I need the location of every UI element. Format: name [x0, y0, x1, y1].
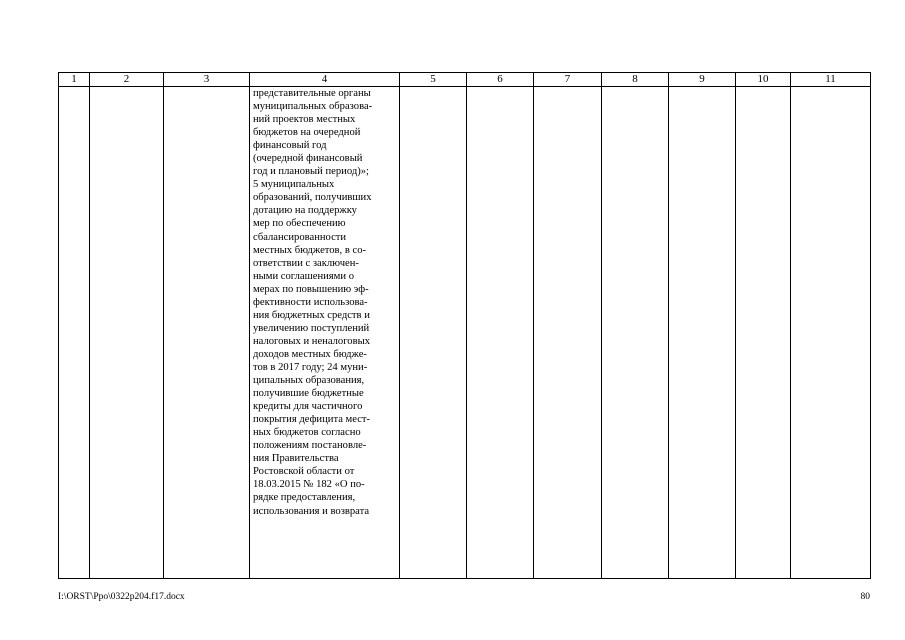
table-cell-col8: [602, 87, 669, 579]
column4-text-line: (очередной финансовый: [253, 153, 363, 165]
column4-text-line: Ростовской области от: [253, 466, 355, 478]
table-cell-col4: [250, 87, 400, 579]
table-header-row: [59, 73, 871, 87]
column4-text-line: ных бюджетов согласно: [253, 427, 361, 439]
column4-text-line: рядке предоставления,: [253, 492, 356, 504]
column4-text-line: муниципальных образова-: [253, 101, 373, 113]
column4-text-line: бюджетов на очередной: [253, 127, 361, 139]
column4-text-line: 18.03.2015 № 182 «О по-: [253, 479, 365, 491]
column4-text-line: ния бюджетных средств и: [253, 309, 370, 321]
column-header-3: 3: [164, 73, 250, 87]
column4-text-line: кредиты для частичного: [253, 401, 363, 413]
column-header-6: 6: [467, 73, 534, 87]
column4-text-line: использования и возврата: [253, 505, 370, 517]
column4-text-line: образований, получивших: [253, 192, 372, 204]
column-header-2: 2: [90, 73, 164, 87]
column-header-8: 8: [602, 73, 669, 87]
column4-text-line: тов в 2017 году; 24 муни-: [253, 361, 368, 373]
column4-text-line: мерах по повышению эф-: [253, 283, 369, 295]
column4-text-line: ответствии с заключен-: [253, 257, 359, 269]
column4-text-line: получившие бюджетные: [253, 388, 364, 400]
column-header-9: 9: [669, 73, 736, 87]
column4-text-line: фективности использова-: [253, 296, 368, 308]
column4-text-line: ципальных образования,: [253, 375, 365, 387]
table-cell-col9: [669, 87, 736, 579]
table-cell-col2: [90, 87, 164, 579]
column4-text-line: увеличению поступлений: [253, 322, 370, 334]
column4-text-line: доходов местных бюдже-: [253, 348, 367, 360]
table-row: [59, 87, 871, 579]
column4-text-line: покрытия дефицита мест-: [253, 414, 371, 426]
column-header-5: 5: [400, 73, 467, 87]
column4-text-line: сбалансированности: [253, 231, 347, 243]
column4-text-line: ний проектов местных: [253, 114, 356, 126]
column-header-10: 10: [736, 73, 791, 87]
column4-text-line: местных бюджетов, в со-: [253, 244, 367, 256]
column-header-11: 11: [791, 73, 871, 87]
column4-text-line: мер по обеспечению: [253, 218, 346, 230]
column-header-4: 4: [250, 73, 400, 87]
footer-file-path: I:\ORST\Ppo\0322p204.f17.docx: [58, 592, 185, 602]
table-cell-col7: [534, 87, 602, 579]
column4-text-line: налоговых и неналоговых: [253, 335, 371, 347]
column4-text-line: год и плановый период)»;: [253, 166, 369, 178]
table-cell-col5: [400, 87, 467, 579]
column-header-7: 7: [534, 73, 602, 87]
table-cell-col3: [164, 87, 250, 579]
column4-text-line: дотацию на поддержку: [253, 205, 357, 217]
table-cell-col10: [736, 87, 791, 579]
data-table: [58, 72, 871, 579]
column4-text-line: положениям постановле-: [253, 440, 367, 452]
column4-text-line: ными соглашениями о: [253, 270, 354, 282]
footer-page-number: 80: [860, 592, 870, 602]
column-header-1: 1: [59, 73, 90, 87]
column4-text-line: представительные органы: [253, 88, 371, 99]
column4-text-line: 5 муниципальных: [253, 179, 335, 191]
column4-text: [250, 87, 399, 518]
table-cell-col6: [467, 87, 534, 579]
column4-text-line: финансовый год: [253, 140, 327, 152]
table-cell-col11: [791, 87, 871, 579]
table-cell-col1: [59, 87, 90, 579]
column4-text-line: ния Правительства: [253, 453, 339, 465]
